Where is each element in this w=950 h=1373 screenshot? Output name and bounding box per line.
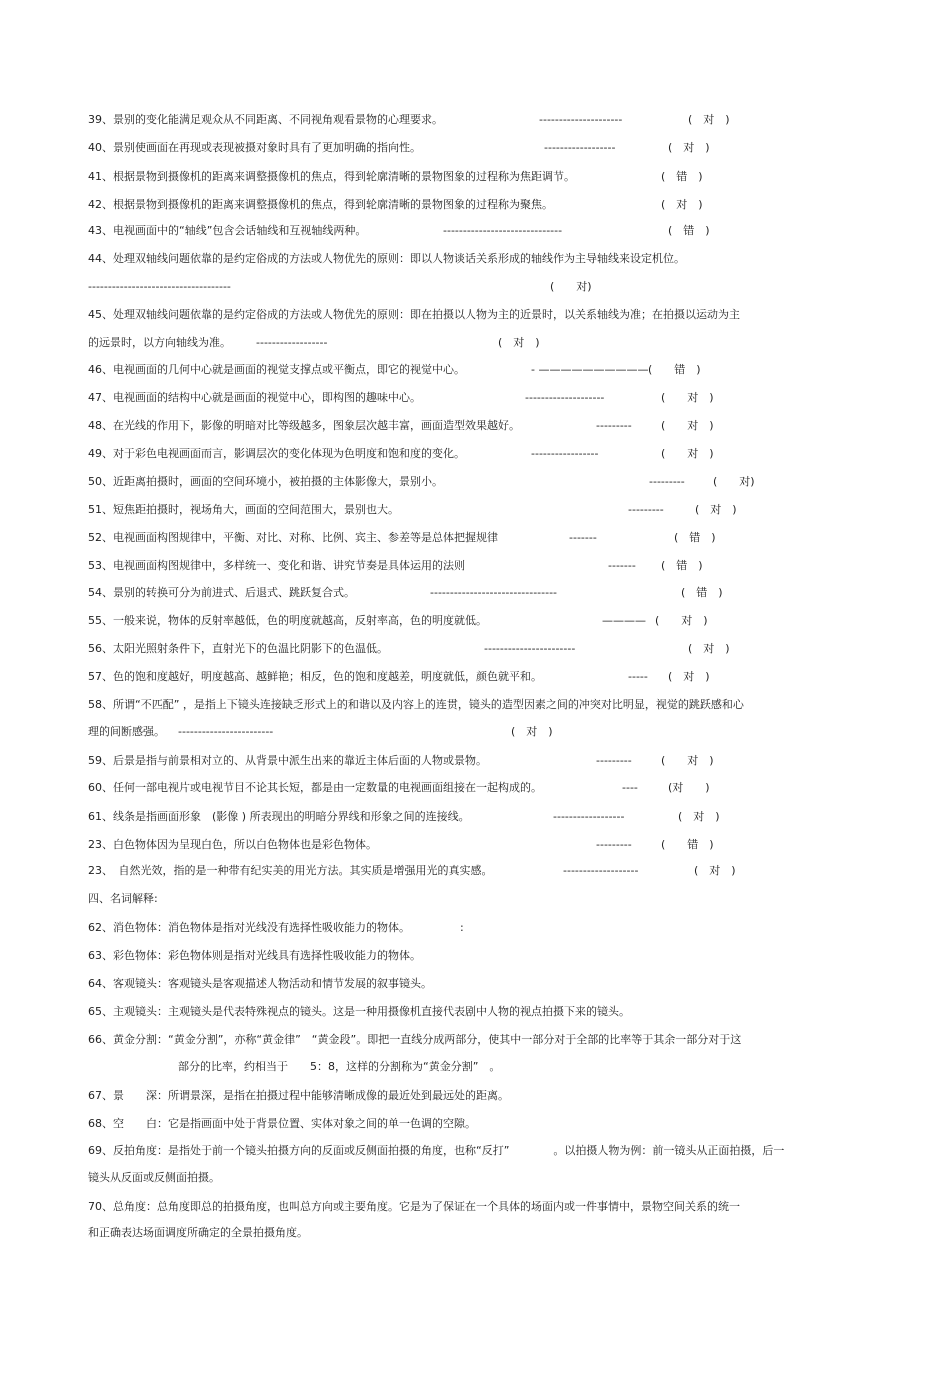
tf-item-41: [88, 170, 703, 184]
term-62: [88, 921, 464, 935]
term-69: [88, 1144, 784, 1158]
item-text: 23、白色物体因为呈现白色，所以白色物体也是彩色物体。: [88, 838, 377, 851]
tf-item-60: [88, 781, 710, 795]
item-text: 41、根据景物到摄像机的距离来调整摄像机的焦点，得到轮廓清晰的景物图象的过程称为焦距调节。: [88, 170, 575, 183]
item-text: 44、处理双轴线问题依靠的是约定俗成的方法或人物优先的原则：即以人物谈话关系形成的轴线作为主导轴线来设定机位。: [88, 252, 685, 265]
answer-mark: ( 对 ): [694, 864, 736, 877]
term-70: [88, 1200, 740, 1214]
tf-item-54: [88, 586, 723, 600]
answer-mark: ( 对 ): [668, 670, 710, 683]
term-67: [88, 1089, 509, 1103]
term-text: 66、黄金分割：“黄金分割”，亦称“黄金律” “黄金段”。即把一直线分成两部分，使其中一部分对于全部的比率等于其余一部分对于这: [88, 1033, 742, 1046]
tf-item-45-line2: [88, 336, 540, 350]
term-66-line2: 部分的比率，约相当于 5：8，这样的分割称为“黄金分割” 。: [178, 1060, 501, 1073]
item-text: 61、线条是指画面形象 (影像 ) 所表现出的明暗分界线和形象之间的连接线。: [88, 810, 470, 823]
term-66: [88, 1033, 741, 1047]
answer-dashes: ----: [622, 781, 638, 794]
answer-mark: ( 对 ): [688, 642, 730, 655]
answer-dashes: ------------------------: [178, 725, 274, 738]
answer-mark: ( 错 ): [661, 559, 703, 572]
answer-mark: ( 对 ): [661, 447, 714, 460]
term-text: 70、总角度：总角度即总的拍摄角度，也叫总方向或主要角度。它是为了保证在一个具体的场面内或一件事情中，景物空间关系的统一: [88, 1200, 740, 1213]
answer-mark: ( 错 ): [674, 531, 716, 544]
item-text: 43、电视画面中的“轴线”包含会话轴线和互视轴线两种。: [88, 224, 367, 237]
item-text: 55、一般来说，物体的反射率越低，色的明度就越高，反射率高，色的明度就低。: [88, 614, 487, 627]
tf-item-39: [88, 113, 730, 127]
tf-item-46: [88, 363, 701, 377]
answer-dashes: -------: [569, 531, 597, 544]
answer-mark: ( 对 ): [511, 725, 553, 738]
tf-item-44-line2: [88, 280, 592, 294]
term-63: [88, 949, 421, 963]
tf-item-49: [88, 447, 714, 461]
answer-mark: ( 错 ): [648, 363, 701, 376]
term-65: [88, 1005, 630, 1019]
item-text: 53、电视画面构图规律中，多样统一、变化和谐、讲究节奏是具体运用的法则: [88, 559, 465, 572]
answer-dashes: ---------: [649, 475, 685, 488]
term-tail: :: [460, 921, 464, 934]
tf-item-53: [88, 559, 703, 573]
section-title: 四、名词解释:: [88, 892, 158, 905]
answer-dashes: -----: [628, 670, 648, 683]
tf-item-51: [88, 503, 737, 517]
tf-item-23a: [88, 838, 714, 852]
answer-mark: ( 对 ): [668, 141, 710, 154]
answer-mark: ( 对 ): [688, 113, 730, 126]
term-text: 62、消色物体：消色物体是指对光线没有选择性吸收能力的物体。: [88, 921, 410, 934]
answer-mark: ( 对 ): [661, 754, 714, 767]
term-70-line2: 和正确表达场面调度所确定的全景拍摄角度。: [88, 1226, 308, 1239]
answer-dashes: ------------------: [544, 141, 616, 154]
answer-dashes: ---------: [628, 503, 664, 516]
answer-mark: ( 对 ): [678, 810, 720, 823]
answer-mark: ( 对 ): [498, 336, 540, 349]
answer-mark: ( 对 ): [661, 198, 703, 211]
answer-dashes: -----------------: [531, 447, 599, 460]
item-text: 57、色的饱和度越好，明度越高、越鲜艳；相反，色的饱和度越差，明度就低，颜色就平和。: [88, 670, 542, 683]
item-text: 51、短焦距拍摄时，视场角大，画面的空间范围大，景别也大。: [88, 503, 399, 516]
item-text: 50、近距离拍摄时，画面的空间环境小，被拍摄的主体影像大，景别小。: [88, 475, 443, 488]
answer-dashes: ------------------: [256, 336, 328, 349]
answer-mark: ( 对): [713, 475, 755, 488]
item-text-cont: 理的间断感强。: [88, 725, 165, 738]
tf-item-42: [88, 198, 703, 212]
item-text: 42、根据景物到摄像机的距离来调整摄像机的焦点，得到轮廓清晰的景物图象的过程称为聚焦。: [88, 198, 553, 211]
answer-dashes: --------------------------------: [430, 586, 558, 599]
answer-mark: ( 错 ): [668, 224, 710, 237]
answer-mark: ( 对 ): [655, 614, 708, 627]
item-text: 40、景别使画面在再现或表现被摄对象时具有了更加明确的指向性。: [88, 141, 421, 154]
item-text: 60、任何一部电视片或电视节目不论其长短，都是由一定数量的电视画面组接在一起构成的。: [88, 781, 542, 794]
item-text: 48、在光线的作用下，影像的明暗对比等级越多，图象层次越丰富，画面造型效果越好。: [88, 419, 520, 432]
tf-item-44: [88, 252, 685, 266]
answer-mark: ( 错 ): [661, 838, 714, 851]
item-text: 58、所谓“不匹配” ，是指上下镜头连接缺乏形式上的和谐以及内容上的连贯，镜头的造型因素之间的冲突对比明显，视觉的跳跃感和心: [88, 698, 744, 711]
term-text: 68、空 白：它是指画面中处于背景位置、实体对象之间的单一色调的空隙。: [88, 1117, 476, 1130]
answer-mark: ( 错 ): [661, 170, 703, 183]
answer-dashes: ------------------: [553, 810, 625, 823]
answer-mark: ( 对 ): [661, 419, 714, 432]
term-69-line2: 镜头从反面或反侧面拍摄。: [88, 1171, 220, 1184]
tf-item-61: [88, 810, 720, 824]
answer-mark: (对 ): [668, 781, 710, 794]
answer-dashes: ---------: [596, 754, 632, 767]
tf-item-48: [88, 419, 714, 433]
item-text: 56、太阳光照射条件下，直射光下的色温比阴影下的色温低。: [88, 642, 388, 655]
answer-mark: ( 对 ): [661, 391, 714, 404]
answer-dashes: ------------------------------: [443, 224, 563, 237]
term-text: 65、主观镜头：主观镜头是代表特殊视点的镜头。这是一种用摄像机直接代表剧中人物的视点拍摄下来的镜头。: [88, 1005, 630, 1018]
answer-dashes: ---------: [596, 419, 632, 432]
answer-dashes: ---------: [596, 838, 632, 851]
tf-item-57: [88, 670, 710, 684]
item-text: 59、后景是指与前景相对立的、从背景中派生出来的靠近主体后面的人物或景物。: [88, 754, 487, 767]
tf-item-59: [88, 754, 714, 768]
tf-item-50: [88, 475, 755, 489]
tf-item-23b: [88, 864, 736, 878]
tf-item-43: [88, 224, 710, 238]
answer-dashes: -------: [608, 559, 636, 572]
item-text: 39、景别的变化能满足观众从不同距离、不同视角观看景物的心理要求。: [88, 113, 443, 126]
tf-item-52: [88, 531, 716, 545]
tf-item-55: [88, 614, 708, 628]
term-text: 63、彩色物体：彩色物体则是指对光线具有选择性吸收能力的物体。: [88, 949, 421, 962]
answer-dashes: --------------------: [525, 391, 605, 404]
item-text: 45、处理双轴线问题依靠的是约定俗成的方法或人物优先的原则：即在拍摄以人物为主的近景时，以关系轴线为准；在拍摄以运动为主: [88, 308, 740, 321]
answer-dashes: ---------------------: [539, 113, 623, 126]
item-text-cont: 的远景时，以方向轴线为准。: [88, 336, 231, 349]
item-text: 54、景别的转换可分为前进式、后退式、跳跃复合式。: [88, 586, 355, 599]
term-text: 64、客观镜头：客观镜头是客观描述人物活动和情节发展的叙事镜头。: [88, 977, 432, 990]
item-text: 47、电视画面的结构中心就是画面的视觉中心，即构图的趣味中心。: [88, 391, 421, 404]
tf-item-56: [88, 642, 730, 656]
term-text: 67、景 深：所谓景深，是指在拍摄过程中能够清晰成像的最近处到最远处的距离。: [88, 1089, 509, 1102]
term-68: [88, 1117, 476, 1131]
answer-mark: ( 错 ): [681, 586, 723, 599]
answer-mark: ( 对): [550, 280, 592, 293]
item-text: 23、 自然光效，指的是一种带有纪实美的用光方法。其实质是增强用光的真实感。: [88, 864, 493, 877]
item-text: 49、对于彩色电视画面而言，影调层次的变化体现为色明度和饱和度的变化。: [88, 447, 465, 460]
answer-dashes: - ——————————: [531, 363, 649, 376]
item-text: 46、电视画面的几何中心就是画面的视觉支撑点或平衡点，即它的视觉中心。: [88, 363, 465, 376]
tf-item-58-line2: [88, 725, 553, 739]
tf-item-58: [88, 698, 744, 712]
term-text: 69、反拍角度：是指处于前一个镜头拍摄方向的反面或反侧面拍摄的角度，也称“反打” 。以拍摄人物为例：前一镜头从正面拍摄，后一: [88, 1144, 785, 1157]
tf-item-40: [88, 141, 710, 155]
tf-item-47: [88, 391, 714, 405]
answer-mark: ( 对 ): [695, 503, 737, 516]
answer-dashes: ------------------------------------: [88, 280, 231, 293]
term-64: [88, 977, 432, 991]
answer-dashes: -----------------------: [484, 642, 576, 655]
answer-dashes: ————: [602, 614, 646, 627]
item-text: 52、电视画面构图规律中，平衡、对比、对称、比例、宾主、参差等是总体把握规律: [88, 531, 498, 544]
answer-dashes: -------------------: [563, 864, 639, 877]
tf-item-45: [88, 308, 740, 322]
